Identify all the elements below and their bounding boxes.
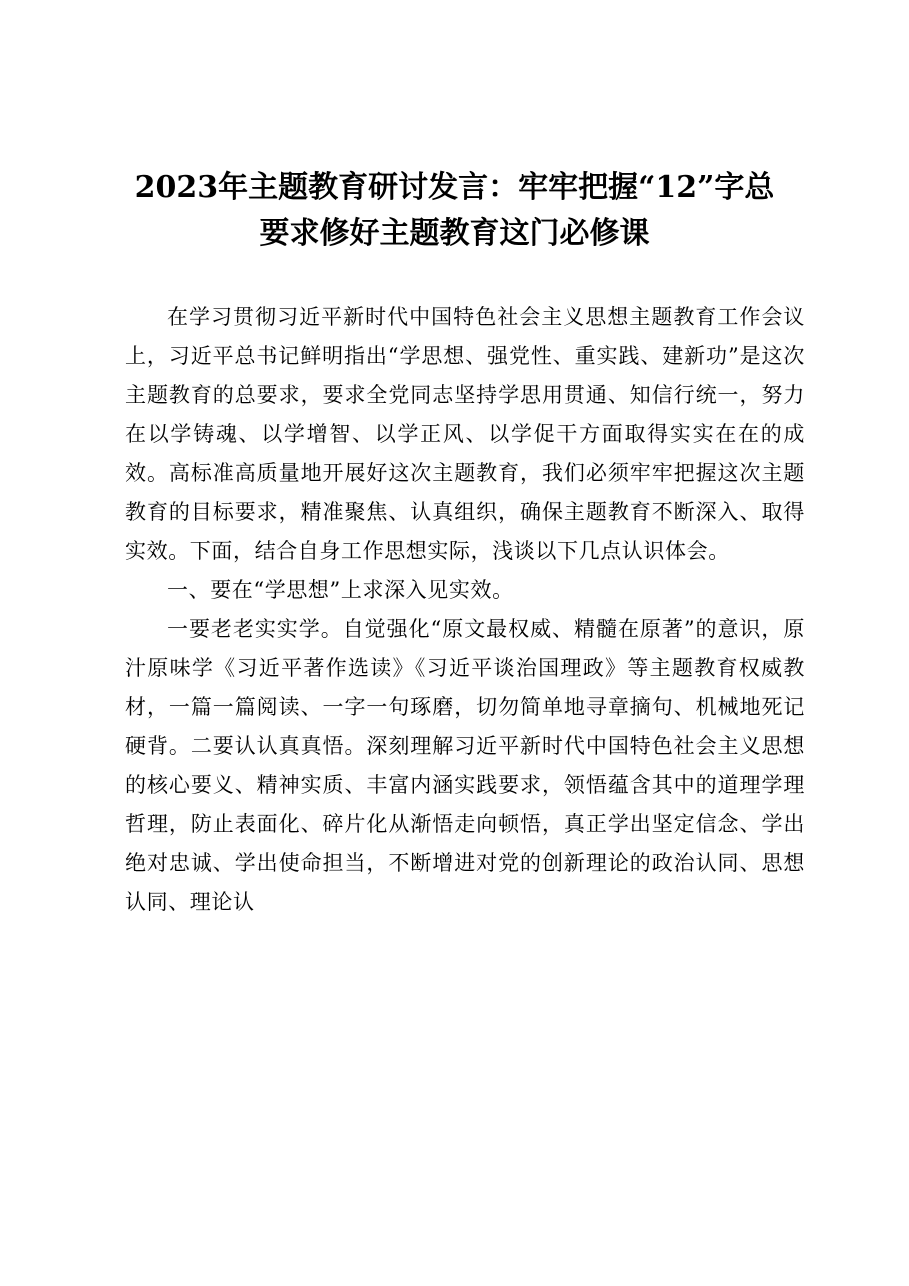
document-title-line-1: 2023年主题教育研讨发言：牢牢把握“12”字总 [134, 170, 775, 205]
document-body [125, 298, 805, 922]
section-heading: 一、要在“学思想”上求深入见实效。 [167, 578, 514, 602]
body-paragraph: 一要老老实实学。自觉强化“原文最权威、精髓在原著”的意识，原汁原味学《习近平著作选读》《习近平谈治国理政》等主题教育权威教材，一篇一篇阅读、一字一句琢磨，切勿简单地寻章摘句、机械地死记硬背。二要认认真真悟。深刻理解习近平新时代中国特色社会主义思想的核心要义、精神实质、丰富内涵实践要求，领悟蕴含其中的道理学理哲理，防止表面化、碎片化从渐悟走向顿悟，真正学出坚定信念、学出绝对忠诚、学出使命担当，不断增进对党的创新理论的政治认同、思想认同、理论认 [125, 617, 805, 914]
intro-paragraph: 在学习贯彻习近平新时代中国特色社会主义思想主题教育工作会议上，习近平总书记鲜明指出“学思想、强党性、重实践、建新功”是这次主题教育的总要求，要求全党同志坚持学思用贯通、知信行统一，努力在以学铸魂、以学增智、以学正风、以学促干方面取得实实在在的成效。高标准高质量地开展好这次主题教育，我们必须牢牢把握这次主题教育的目标要求，精准聚焦、认真组织，确保主题教育不断深入、取得实效。下面，结合自身工作思想实际，浅谈以下几点认识体会。 [125, 305, 805, 563]
document-title-line-2: 要求修好主题教育这门必修课 [259, 216, 650, 251]
